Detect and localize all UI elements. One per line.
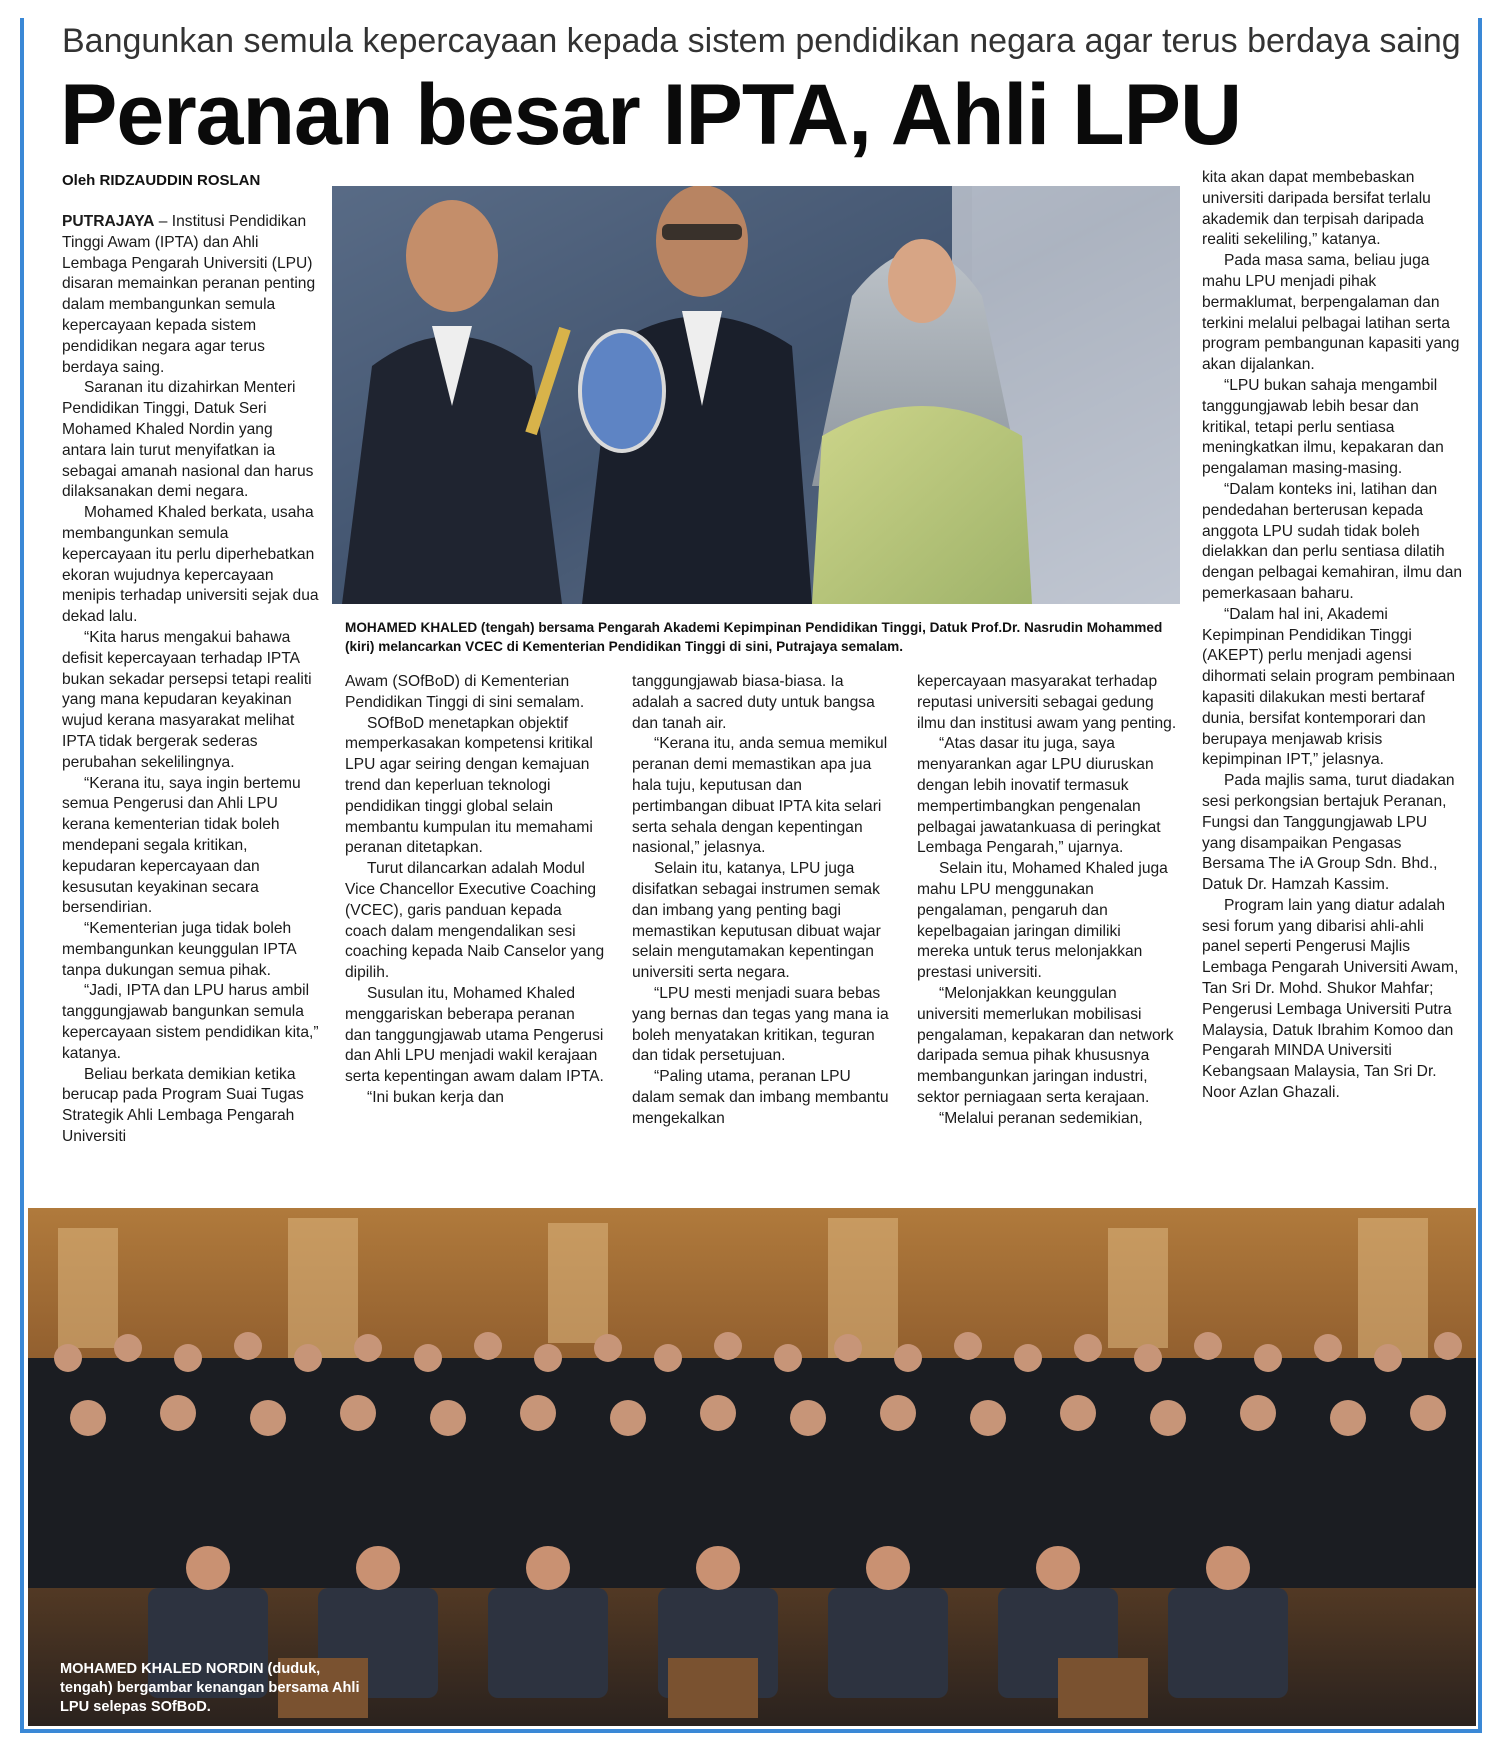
article-paragraph: “Melalui peranan sedemikian, [939,1109,1143,1127]
article-paragraph: “Atas dasar itu juga, saya menyarankan agar LPU diuruskan dengan lebih inovatif termasuk mempertimbangkan pengenalan pelbagai jawatankuasa di peringkat Lembaga Pengarah,” ujarnya. [917,735,1161,857]
article-paragraph: Pada masa sama, beliau juga mahu LPU menjadi pihak bermaklumat, berpengalaman dan terkini melalui pelbagai latihan serta program pembangunan kapasiti yang akan dijalankan. [1202,252,1460,374]
article-paragraph: Program lain yang diatur adalah sesi forum yang dibarisi ahli-ahli panel seperti Pengerusi Majlis Lembaga Pengarah Universiti Awam, Tan Sri Dr. Mohd. Shukor Mahfar; Pengerusi Lembaga Universiti Putra Malaysia, Datuk Ibrahim Komoo dan Pengarah MINDA Universiti Kebangsaan Malaysia, Tan Sri Dr. Noor Azlan Ghazali. [1202,896,1459,1102]
article-paragraph: “Dalam konteks ini, latihan dan pendedahan berterusan kepada anggota LPU sudah tidak boleh dielakkan dan perlu sentiasa dilatih dengan pelbagai kemahiran, ilmu dan pemerkasaan baharu. [1202,480,1463,602]
article-kicker: Bangunkan semula kepercayaan kepada sistem pendidikan negara agar terus berdaya saing [62,22,1461,60]
article-column-3 [632,672,892,1202]
article-column-5 [1202,168,1464,1202]
article-paragraph: “Paling utama, peranan LPU dalam semak dan imbang membantu mengekalkan [632,1068,889,1127]
article-column-4 [917,672,1177,1202]
article-paragraph: “Kerana itu, saya ingin bertemu semua Pengerusi dan Ahli LPU kerana kementerian tidak boleh mendepani segala kritikan, kepudaran kepercayaan dan kesusutan keyakinan secara bersendirian. [62,774,301,917]
article-paragraph: SOfBoD menetapkan objektif memperkasakan kompetensi kritikal LPU agar seiring dengan kemajuan trend dan keperluan teknologi pendidikan tinggi global selain membantu kumpulan itu memahami peranan ditetapkan. [345,714,593,857]
article-paragraph: tanggungjawab biasa-biasa. Ia adalah a sacred duty untuk bangsa dan tanah air. [632,673,875,732]
article-paragraph: “Kita harus mengakui bahawa defisit kepercayaan terhadap IPTA bukan sekadar persepsi tetapi realiti yang mana kepudaran keyakinan wujud kerana masyarakat melihat IPTA tidak bergerak sederas perubahan sekelilingnya. [62,628,312,771]
article-paragraph: Selain itu, Mohamed Khaled juga mahu LPU menggunakan pengalaman, pengaruh dan kepelbagaian jaringan dimiliki mereka untuk terus melonjakkan prestasi universiti. [917,860,1168,982]
article-paragraph: Awam (SOfBoD) di Kementerian Pendidikan Tinggi di sini semalam. [345,673,585,711]
article-column-2 [345,672,605,1202]
article-paragraph: PUTRAJAYA – Institusi Pendidikan Tinggi Awam (IPTA) dan Ahli Lembaga Pengarah Universiti (LPU) disaran memainkan peranan penting dalam membangunkan semula kepercayaan kepada sistem pendidikan negara agar terus berdaya saing. [62,213,316,376]
article-paragraph: “LPU mesti menjadi suara bebas yang bernas dan tegas yang mana ia boleh menyatakan kritikan, teguran dan tidak persetujuan. [632,984,889,1065]
article-paragraph: Turut dilancarkan adalah Modul Vice Chancellor Executive Coaching (VCEC), garis panduan kepada coach dalam mengendalikan sesi coaching kepada Naib Canselor yang dipilih. [345,860,605,982]
article-paragraph: “Dalam hal ini, Akademi Kepimpinan Pendidikan Tinggi (AKEPT) perlu menjadi agensi dihormati selain program pembinaan kapasiti dilakukan mesti bertaraf dunia, bersifat kontemporari dan berupaya menjawab krisis kepimpinan IPT,” jelasnya. [1202,605,1456,769]
article-paragraph: kita akan dapat membebaskan universiti daripada bersifat terlalu akademik dan terpisah daripada realiti sekeliling,” katanya. [1202,169,1431,249]
article-paragraph: Beliau berkata demikian ketika berucap pada Program Suai Tugas Strategik Ahli Lembaga Pengarah Universiti [62,1065,304,1146]
article-byline: Oleh RIDZAUDDIN ROSLAN [62,172,261,189]
page-border-bottom [20,1729,1482,1733]
article-column-1 [62,212,320,1202]
group-photo [28,1208,1476,1726]
article-paragraph: “LPU bukan sahaja mengambil tanggungjawab lebih besar dan kritikal, tetapi perlu sentiasa meningkatkan ilmu, kepakaran dan pengalaman masing-masing. [1202,376,1444,478]
launch-photo-caption: MOHAMED KHALED (tengah) bersama Pengarah Akademi Kepimpinan Pendidikan Tinggi, Datuk Prof.Dr. Nasrudin Mohammed (kiri) melancarkan VCEC di Kementerian Pendidikan Tinggi di sini, Putrajaya semalam. [345,620,1163,654]
article-paragraph: “Jadi, IPTA dan LPU harus ambil tanggungjawab bangunkan semula kepercayaan sistem pendidikan kita,” katanya. [62,982,319,1062]
article-headline: Peranan besar IPTA, Ahli LPU [60,67,1242,163]
article-paragraph: Susulan itu, Mohamed Khaled menggariskan beberapa peranan dan tanggungjawab utama Pengerusi dan Ahli LPU menjadi wakil kerajaan serta kepentingan awam dalam IPTA. [345,984,604,1086]
article-paragraph: “Kerana itu, anda semua memikul peranan demi memastikan apa jua hala tuju, keputusan dan pertimbangan dibuat IPTA kita selari serta sehala dengan kepentingan nasional,” jelasnya. [632,735,888,857]
launch-photo [332,186,1180,604]
group-photo-caption: MOHAMED KHALED NORDIN (duduk, tengah) bergambar kenangan bersama Ahli LPU selepas SOfBoD. [60,1661,360,1715]
page-border-left [20,18,24,1733]
article-paragraph: Mohamed Khaled berkata, usaha membangunkan semula kepercayaan itu perlu diperhebatkan ekoran wujudnya kepercayaan menipis terhadap universiti sejak dua dekad lalu. [62,504,319,626]
page-border-right [1478,18,1482,1733]
article-paragraph: Pada majlis sama, turut diadakan sesi perkongsian bertajuk Peranan, Fungsi dan Tanggungjawab LPU yang disampaikan Pengasas Bersama The iA Group Sdn. Bhd., Datuk Dr. Hamzah Kassim. [1202,772,1455,894]
group-photo-illustration [28,1208,1476,1726]
article-paragraph: kepercayaan masyarakat terhadap reputasi universiti sebagai gedung ilmu dan institusi awam yang penting. [917,673,1177,732]
article-paragraph: Selain itu, katanya, LPU juga disifatkan sebagai instrumen semak dan imbang yang penting bagi memastikan keputusan dibuat wajar selain mengutamakan kepentingan universiti serta negara. [632,860,881,982]
article-paragraph: “Kementerian juga tidak boleh membangunkan keunggulan IPTA tanpa dukungan semua pihak. [62,920,296,979]
article-paragraph: “Ini bukan kerja dan [367,1088,504,1106]
launch-photo-illustration [332,186,1180,604]
article-paragraph: Saranan itu dizahirkan Menteri Pendidikan Tinggi, Datuk Seri Mohamed Khaled Nordin yang antara lain turut menyifatkan ia sebagai amanah nasional dan harus dilaksanakan demi negara. [62,379,314,501]
article-paragraph: “Melonjakkan keunggulan universiti memerlukan mobilisasi pengalaman, kepakaran dan network daripada semua pihak khususnya membangunkan jaringan industri, sektor perniagaan serta kerajaan. [917,984,1174,1106]
article-dateline: PUTRAJAYA [62,213,155,230]
